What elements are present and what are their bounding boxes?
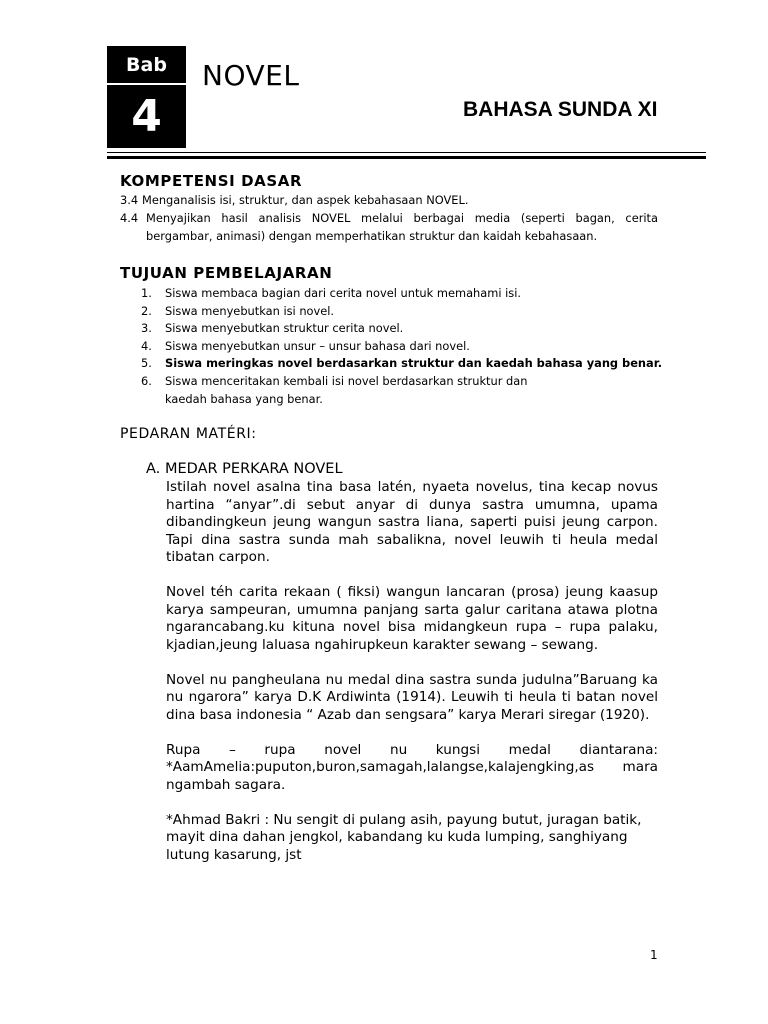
tujuan-item-text: Siswa membaca bagian dari cerita novel untuk memahami isi. (165, 286, 522, 300)
tujuan-item (141, 355, 681, 373)
tujuan-list (141, 285, 681, 408)
body-paragraph: Istilah novel asalna tina basa latén, nyaeta novelus, tina kecap novus hartina “anyar”.di sebut anyar di dunya sastra umumna, upama dibandingkeun jeung wangun sastra liana, saperti puisi jeung carpon. Tapi dina sastra sunda mah sabalikna, novel leuwih ti heula medal tibatan carpon. (166, 479, 658, 565)
tujuan-item (141, 303, 681, 321)
kompetensi-item-text: Menyajikan hasil analisis NOVEL melalui berbagai media (seperti bagan, cerita (146, 211, 658, 225)
body-paragraph: Novel téh carita rekaan ( fiksi) wangun lancaran (prosa) jeung kaasup karya sampeuran, umumna panjang sarta galur caritana atawa plotna ngarancabang.ku kituna novel bisa midangkeun rupa – rupa palaku, kjadian,jeung laluasa ngahirupkeun karakter sewang – sewang. (166, 584, 658, 653)
section-title: MEDAR PERKARA NOVEL (165, 461, 343, 477)
kompetensi-item-number: 4.4 (120, 211, 139, 225)
tujuan-item-text: Siswa menyebutkan unsur – unsur bahasa dari novel. (165, 338, 470, 353)
tujuan-item-number: 2. (141, 303, 152, 318)
tujuan-item-number: 6. (141, 373, 152, 388)
kompetensi-item-number: 3.4 (120, 193, 139, 207)
tujuan-item-text: Siswa meringkas novel berdasarkan struktur dan kaedah bahasa yang benar. (165, 356, 663, 371)
kompetensi-list (120, 191, 658, 245)
tujuan-item-number: 5. (141, 356, 152, 371)
tujuan-item-number: 3. (141, 321, 152, 336)
kompetensi-item-continuation: bergambar, animasi) dengan memperhatikan struktur dan kaidah kebahasaan. (146, 229, 598, 243)
tujuan-item-text: Siswa menyebutkan struktur cerita novel. (165, 321, 404, 336)
tujuan-item (141, 320, 681, 338)
kompetensi-item-text: Menganalisis isi, struktur, dan aspek kebahasaan NOVEL. (142, 193, 469, 207)
subject-title: BAHASA SUNDA XI (463, 98, 658, 121)
chapter-number: 4 (107, 85, 186, 148)
kompetensi-heading: KOMPETENSI DASAR (120, 172, 303, 190)
body-paragraph: *Ahmad Bakri : Nu sengit di pulang asih, payung butut, juragan batik, mayit dina dahan jengkol, kabandang ku kuda lumping, sanghiyang lutung kasarung, jst (166, 811, 642, 863)
kompetensi-item (120, 209, 658, 227)
chapter-title: NOVEL (202, 59, 300, 92)
chapter-label: Bab (107, 46, 186, 83)
tujuan-item (141, 285, 681, 303)
materi-heading: PEDARAN MATÉRI: (120, 426, 257, 442)
body-paragraph: Novel nu pangheulana nu medal dina sastra sunda judulna”Baruang ka nu ngarora” karya D.K Ardiwinta (1914). Leuwih ti heula ti batan novel dina basa indonesia “ Azab dan sengsara” karya Merari siregar (1920). (166, 671, 658, 723)
tujuan-heading: TUJUAN PEMBELAJARAN (120, 264, 333, 282)
body-paragraph: Rupa – rupa novel nu kungsi medal diantarana: *AamAmelia:puputon,buron,samagah,lalangse,kalajengking,as mara ngambah sagara. (166, 741, 658, 793)
materi-body (166, 479, 658, 882)
tujuan-item (141, 338, 681, 356)
tujuan-item (141, 373, 681, 408)
header-divider-thick (107, 156, 706, 159)
section-heading (146, 461, 343, 477)
kompetensi-item (120, 191, 658, 209)
header-divider-thin (107, 152, 706, 153)
tujuan-item-number: 1. (141, 286, 152, 300)
tujuan-item-text: Siswa menceritakan kembali isi novel berdasarkan struktur dan kaedah bahasa yang benar. (165, 373, 528, 406)
section-label: A. (146, 461, 161, 477)
tujuan-item-number: 4. (141, 338, 152, 353)
page-number: 1 (650, 948, 658, 962)
tujuan-item-text: Siswa menyebutkan isi novel. (165, 303, 335, 318)
